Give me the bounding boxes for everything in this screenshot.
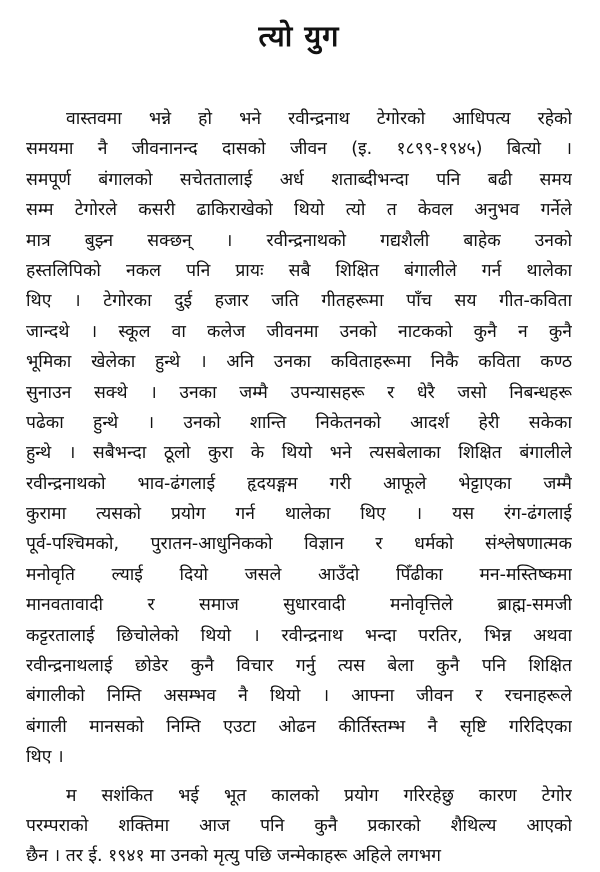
text-line: हुन्थे । सबैभन्दा ठूलो कुरा के थियो भने त्यसबेलाका शिक्षित बंगालीले bbox=[26, 443, 572, 464]
text-line: मनोवृति ल्याई दियो जसले आउँदो पिँढीका मन-मस्तिष्कमा bbox=[26, 564, 572, 585]
paragraph-1 bbox=[26, 104, 572, 773]
text-line: मानवतावादी र समाज सुधारवादी मनोवृत्तिले ब्राह्म-समजी bbox=[26, 595, 572, 616]
text-line: समयमा नै जीवनानन्द दासको जीवन (इ. १८९९-१९४५) बित्यो । bbox=[26, 139, 572, 160]
text-line: रवीन्द्रनाथको भाव-ढंगलाई हृदयङ्गम गरी आफूले भेट्टाएका जम्मै bbox=[26, 473, 572, 494]
text-line: पूर्व-पश्चिमको, पुरातन-आधुनिकको विज्ञान र धर्मको संश्लेषणात्मक bbox=[26, 534, 572, 555]
text-line: समपूर्ण बंगालको सचेततालाई अर्ध शताब्दीभन्दा पनि बढी समय bbox=[26, 169, 572, 190]
text-line: रवीन्द्रनाथलाई छोडेर कुनै विचार गर्नु त्यस बेला कुनै पनि शिक्षित bbox=[26, 656, 572, 677]
chapter-title: त्यो युग bbox=[258, 19, 340, 53]
text-line: छैन । तर ई. १९४१ मा उनको मृत्यु पछि जन्मेकाहरू अहिले लगभग bbox=[26, 846, 442, 867]
text-line: हस्तलिपिको नकल पनि प्रायः सबै शिक्षित बंगालीले गर्न थालेका bbox=[26, 260, 572, 281]
text-line: सम्म टेगोरले कसरी ढाकिराखेको थियो त्यो त केवल अनुभव गर्नेले bbox=[26, 200, 572, 221]
text-line: परम्पराको शक्तिमा आज पनि कुनै प्रकारको शैथिल्य आएको bbox=[26, 815, 572, 836]
text-line: कट्टरतालाई छिचोलेको थियो । रवीन्द्रनाथ भन्दा परतिर, भिन्न अथवा bbox=[26, 625, 572, 646]
text-line: भूमिका खेलेका हुन्थे । अनि उनका कविताहरूमा निकै कविता कण्ठ bbox=[26, 352, 572, 373]
text-line: मात्र बुझ्न सक्छन् । रवीन्द्रनाथको गद्यशैली बाहेक उनको bbox=[26, 230, 572, 251]
text-line: बंगाली मानसको निम्ति एउटा ओढन कीर्तिस्तम्भ नै सृष्टि गरिदिएका bbox=[26, 716, 572, 737]
text-line: म सशंकित भई भूत कालको प्रयोग गरिरहेछु कारण टेगोर bbox=[66, 785, 572, 806]
paragraph-2 bbox=[26, 781, 572, 872]
text-line: जान्दथे । स्कूल वा कलेज जीवनमा उनको नाटकको कुनै न कुनै bbox=[26, 321, 572, 342]
text-line: पढेका हुन्थे । उनको शान्ति निकेतनको आदर्श हेरी सकेका bbox=[26, 412, 572, 433]
text-line: थिए । bbox=[26, 747, 64, 768]
text-line: वास्तवमा भन्ने हो भने रवीन्द्रनाथ टेगोरको आधिपत्य रहेको bbox=[66, 109, 572, 129]
text-line: कुरामा त्यसको प्रयोग गर्न थालेका थिए । यस रंग-ढंगलाई bbox=[26, 504, 572, 525]
text-line: बंगालीको निम्ति असम्भव नै थियो । आफ्ना जीवन र रचनाहरूले bbox=[26, 686, 572, 707]
text-line: थिए । टेगोरका दुई हजार जति गीतहरूमा पाँच सय गीत-कविता bbox=[26, 291, 572, 312]
text-line: सुनाउन सक्थे । उनका जम्मै उपन्यासहरू र धेरै जसो निबन्धहरू bbox=[26, 382, 572, 403]
